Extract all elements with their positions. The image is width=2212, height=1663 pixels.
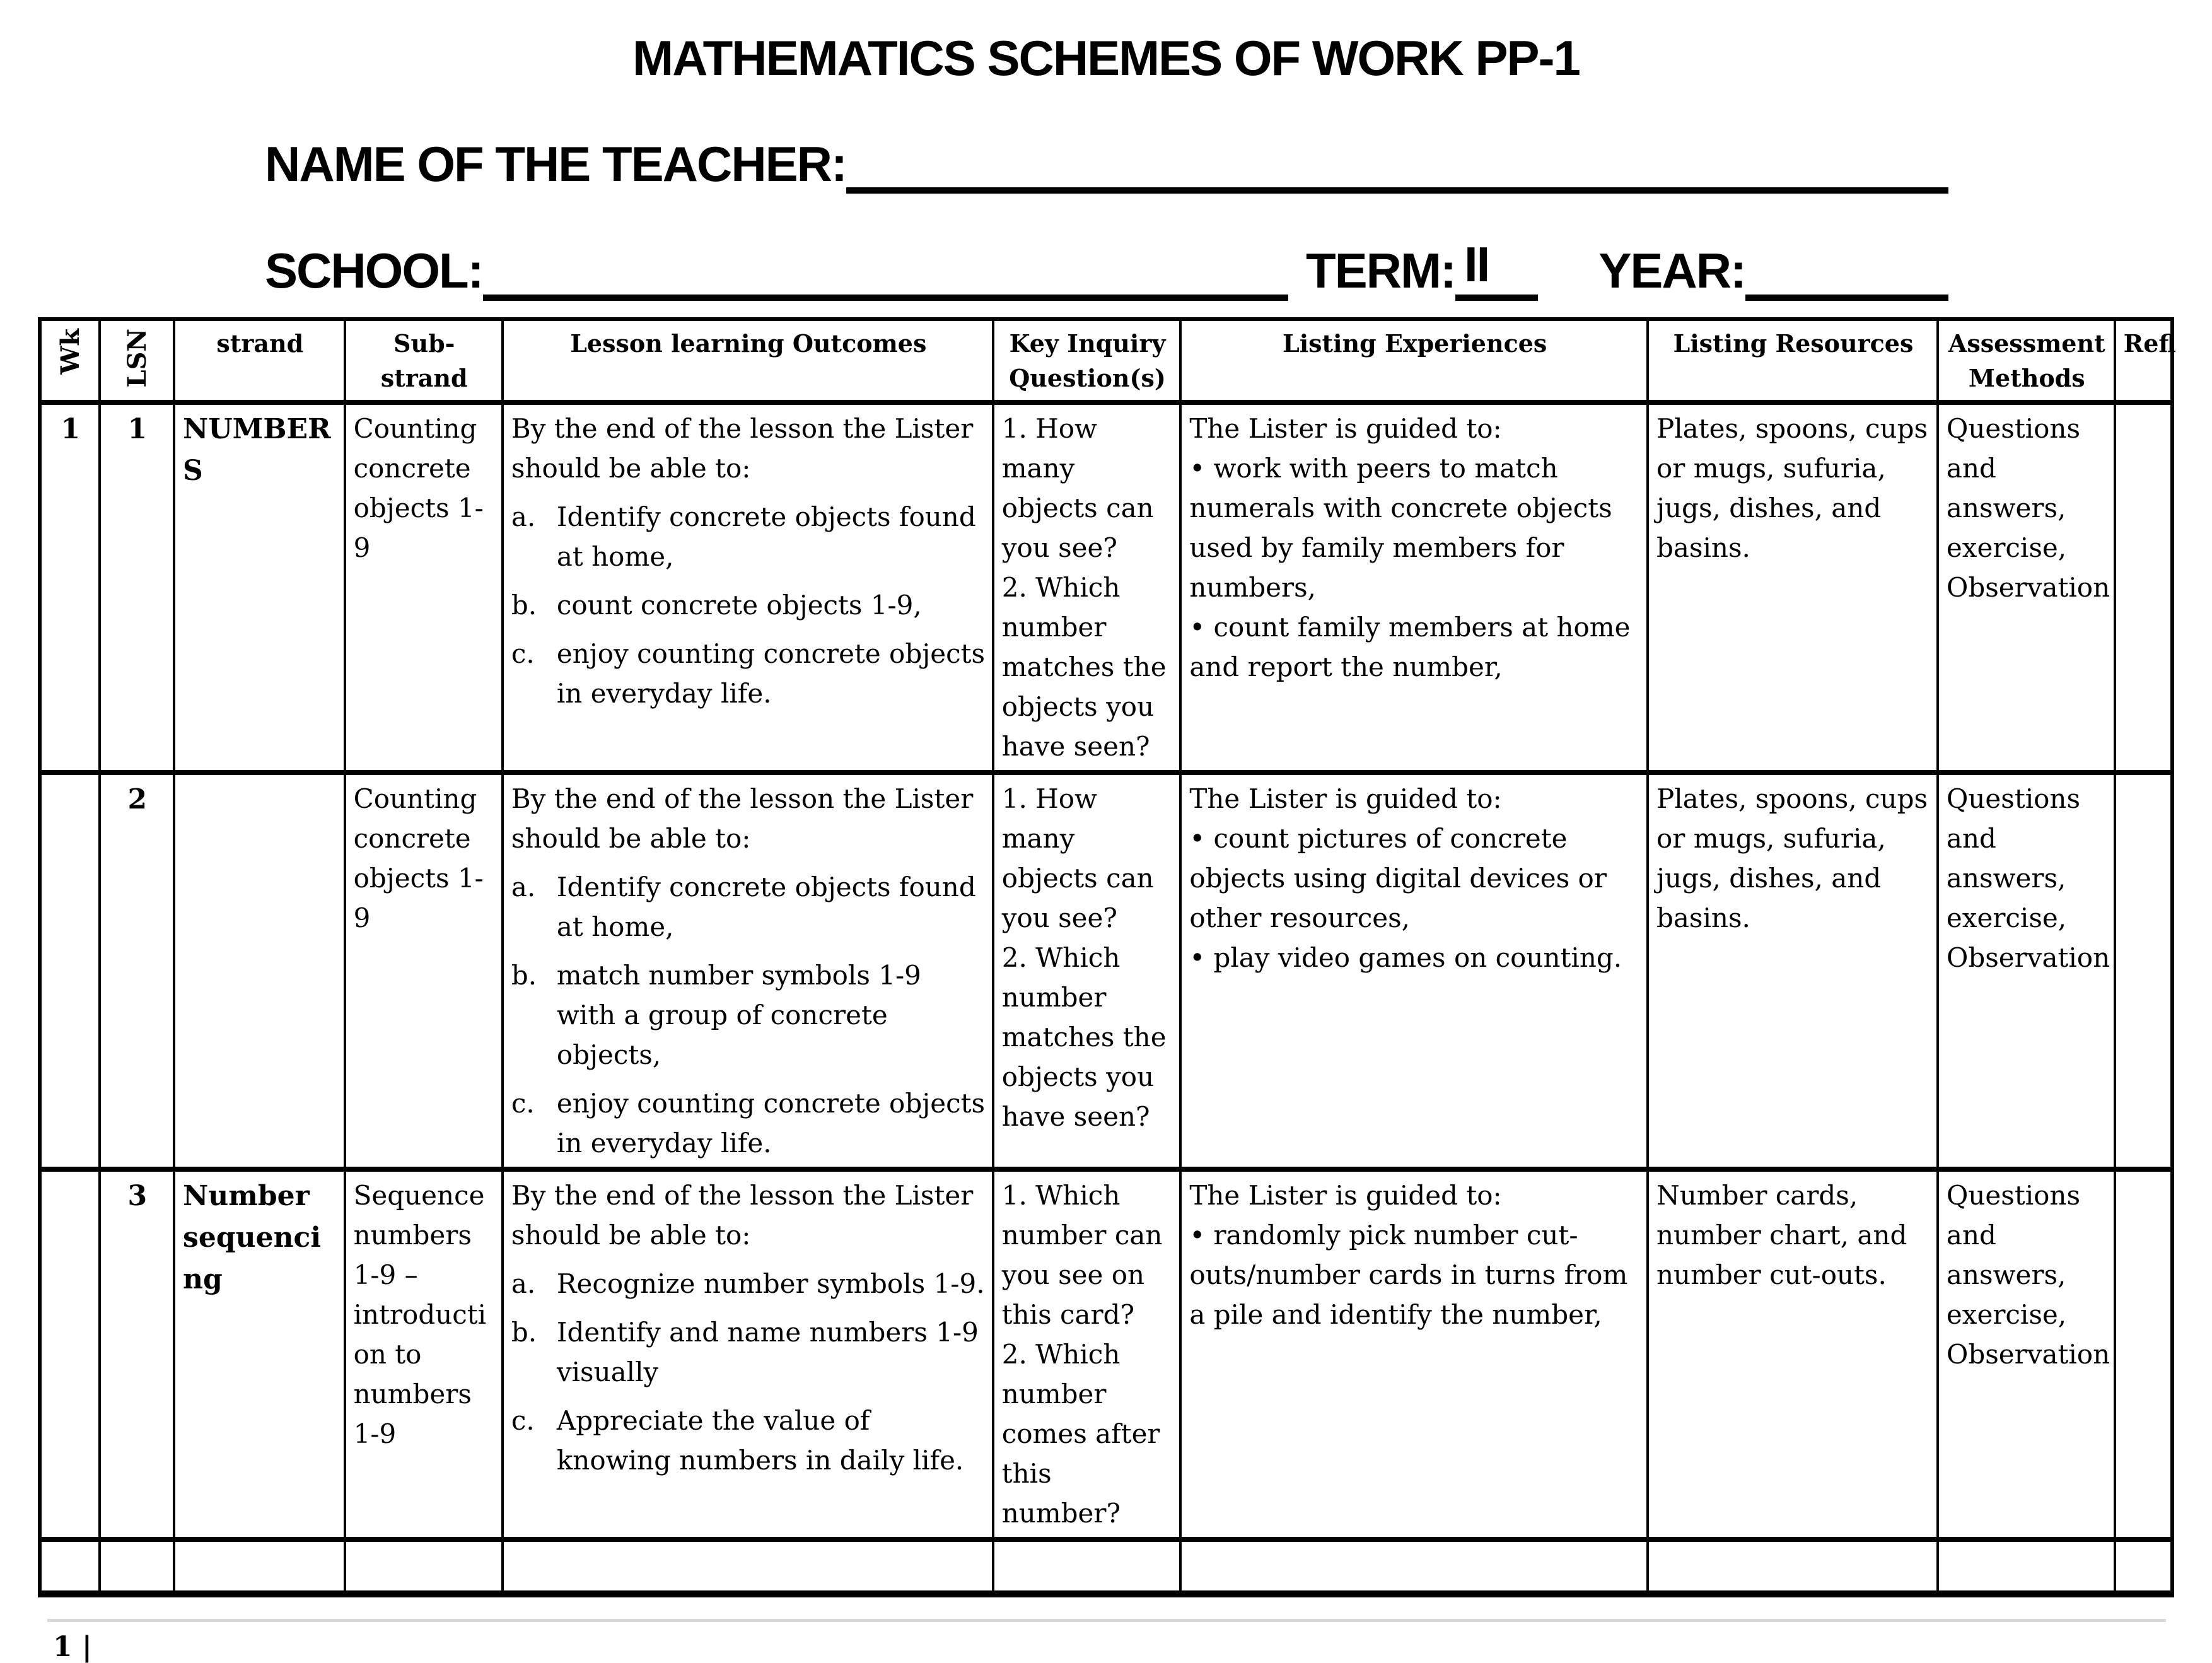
- outcomes-cell: [503, 1539, 993, 1594]
- refl-cell: [2115, 1539, 2172, 1594]
- lsn-vertical-label: LSN: [122, 328, 152, 388]
- key-inquiry-question: 1. How many objects can you see?: [1001, 783, 1154, 934]
- page-number: 1 |: [53, 1630, 92, 1663]
- refl-cell: [2115, 773, 2172, 1169]
- col-header-resources: Listing Resources: [1648, 319, 1938, 403]
- outcome-item: b. match number symbols 1-9 with a group of concrete objects,: [511, 960, 921, 1071]
- year-label: YEAR:: [1598, 243, 1745, 299]
- experience-bullet: • work with peers to match numerals with concrete objects used by family members for numbers,: [1189, 453, 1612, 604]
- resources-cell: [1648, 1539, 1938, 1594]
- experiences-cell: [1180, 1539, 1648, 1594]
- assessment-cell: Questions and answers, exercise, Observation: [1938, 773, 2115, 1169]
- school-term-year-line: [265, 235, 1948, 301]
- outcomes-cell: [503, 773, 993, 1169]
- lsn-cell: 2: [100, 773, 174, 1169]
- experiences-intro: The Lister is guided to:: [1189, 783, 1502, 815]
- assessment-cell: [1938, 1539, 2115, 1594]
- outcomes-cell: [503, 1169, 993, 1539]
- wk-cell: 1: [40, 402, 100, 773]
- key-inquiry-question: 2. Which number comes after this number?: [1001, 1339, 1160, 1529]
- teacher-name-label: NAME OF THE TEACHER:: [265, 136, 846, 192]
- outcomes-cell: [503, 402, 993, 773]
- outcome-item: c. enjoy counting concrete objects in everyday life.: [511, 638, 986, 709]
- assessment-cell: Questions and answers, exercise, Observation: [1938, 1169, 2115, 1539]
- key-inquiry-question: 2. Which number matches the objects you have seen?: [1001, 572, 1167, 762]
- col-header-refl: Refl: [2115, 319, 2172, 403]
- col-header-wk: [40, 319, 100, 403]
- key-inquiry-cell: [993, 773, 1181, 1169]
- key-inquiry-question: 1. How many objects can you see?: [1001, 413, 1154, 564]
- substrand-cell: Sequence numbers 1-9 – introduction to numbers 1-9: [345, 1169, 503, 1539]
- outcome-item: c. enjoy counting concrete objects in everyday life.: [511, 1088, 986, 1159]
- refl-cell: [2115, 1169, 2172, 1539]
- experience-bullet: • count pictures of concrete objects using digital devices or other resources,: [1189, 823, 1607, 934]
- experiences-cell: [1180, 402, 1648, 773]
- refl-cell: [2115, 402, 2172, 773]
- footer-separator: [47, 1619, 2166, 1622]
- assessment-cell: Questions and answers, exercise, Observation: [1938, 402, 2115, 773]
- key-inquiry-question: 1. Which number can you see on this card?: [1001, 1180, 1163, 1331]
- school-blank: [483, 295, 1288, 301]
- outcome-item: a. Recognize number symbols 1-9.: [511, 1268, 985, 1300]
- outcome-item: b. count concrete objects 1-9,: [511, 590, 922, 621]
- outcomes-intro: By the end of the lesson the Lister should be able to:: [511, 1180, 974, 1251]
- lsn-cell: 1: [100, 402, 174, 773]
- outcome-item: a. Identify concrete objects found at home,: [511, 872, 976, 943]
- key-inquiry-cell: [993, 1169, 1181, 1539]
- empty-row: [40, 1539, 2172, 1594]
- col-header-experiences: Listing Experiences: [1180, 319, 1648, 403]
- outcome-item: c. Appreciate the value of knowing numbers in daily life.: [511, 1405, 964, 1476]
- col-header-key-inquiry: Key Inquiry Question(s): [993, 319, 1181, 403]
- strand-cell: NUMBERS: [174, 402, 345, 773]
- col-header-assessment: Assessment Methods: [1938, 319, 2115, 403]
- outcomes-intro: By the end of the lesson the Lister should be able to:: [511, 783, 974, 855]
- strand-cell: [174, 1539, 345, 1594]
- outcome-item: a. Identify concrete objects found at home,: [511, 501, 976, 573]
- outcome-item: b. Identify and name numbers 1-9 visually: [511, 1317, 979, 1388]
- resources-cell: Number cards, number chart, and number cut-outs.: [1648, 1169, 1938, 1539]
- wk-cell: [40, 1169, 100, 1539]
- lesson-row-1: [40, 402, 2172, 773]
- lsn-cell: [100, 1539, 174, 1594]
- key-inquiry-cell: [993, 1539, 1181, 1594]
- resources-cell: Plates, spoons, cups or mugs, sufuria, jugs, dishes, and basins.: [1648, 402, 1938, 773]
- experience-bullet: • play video games on counting.: [1189, 942, 1622, 974]
- school-label: SCHOOL:: [265, 243, 483, 299]
- col-header-outcomes: Lesson learning Outcomes: [503, 319, 993, 403]
- lesson-row-3: [40, 1169, 2172, 1539]
- wk-cell: [40, 773, 100, 1169]
- experience-bullet: • count family members at home and report the number,: [1189, 612, 1631, 683]
- substrand-cell: Counting concrete objects 1-9: [345, 773, 503, 1169]
- resources-cell: Plates, spoons, cups or mugs, sufuria, jugs, dishes, and basins.: [1648, 773, 1938, 1169]
- key-inquiry-question: 2. Which number matches the objects you have seen?: [1001, 942, 1167, 1133]
- page-title: MATHEMATICS SCHEMES OF WORK PP-1: [632, 30, 1580, 86]
- experiences-intro: The Lister is guided to:: [1189, 413, 1502, 445]
- experience-bullet: • randomly pick number cut-outs/number cards in turns from a pile and identify the number,: [1189, 1220, 1628, 1331]
- teacher-name-line: [265, 135, 1948, 194]
- experiences-cell: [1180, 773, 1648, 1169]
- schemes-of-work-table: [38, 317, 2177, 1597]
- col-header-sub-strand: Sub-strand: [345, 319, 503, 403]
- substrand-cell: [345, 1539, 503, 1594]
- wk-vertical-label: Wk: [55, 328, 85, 375]
- wk-cell: [40, 1539, 100, 1594]
- lsn-cell: 3: [100, 1169, 174, 1539]
- strand-cell: [174, 773, 345, 1169]
- col-header-strand: strand: [174, 319, 345, 403]
- experiences-cell: [1180, 1169, 1648, 1539]
- term-value: II: [1455, 235, 1538, 301]
- table-header-row: [40, 319, 2172, 403]
- col-header-lsn: [100, 319, 174, 403]
- strand-cell: Number sequencing: [174, 1169, 345, 1539]
- experiences-intro: The Lister is guided to:: [1189, 1180, 1502, 1211]
- substrand-cell: Counting concrete objects 1-9: [345, 402, 503, 773]
- lesson-row-2: [40, 773, 2172, 1169]
- term-label: TERM:: [1306, 243, 1455, 299]
- teacher-name-blank: [846, 187, 1948, 194]
- key-inquiry-cell: [993, 402, 1181, 773]
- outcomes-intro: By the end of the lesson the Lister should be able to:: [511, 413, 974, 484]
- year-blank: [1745, 295, 1948, 301]
